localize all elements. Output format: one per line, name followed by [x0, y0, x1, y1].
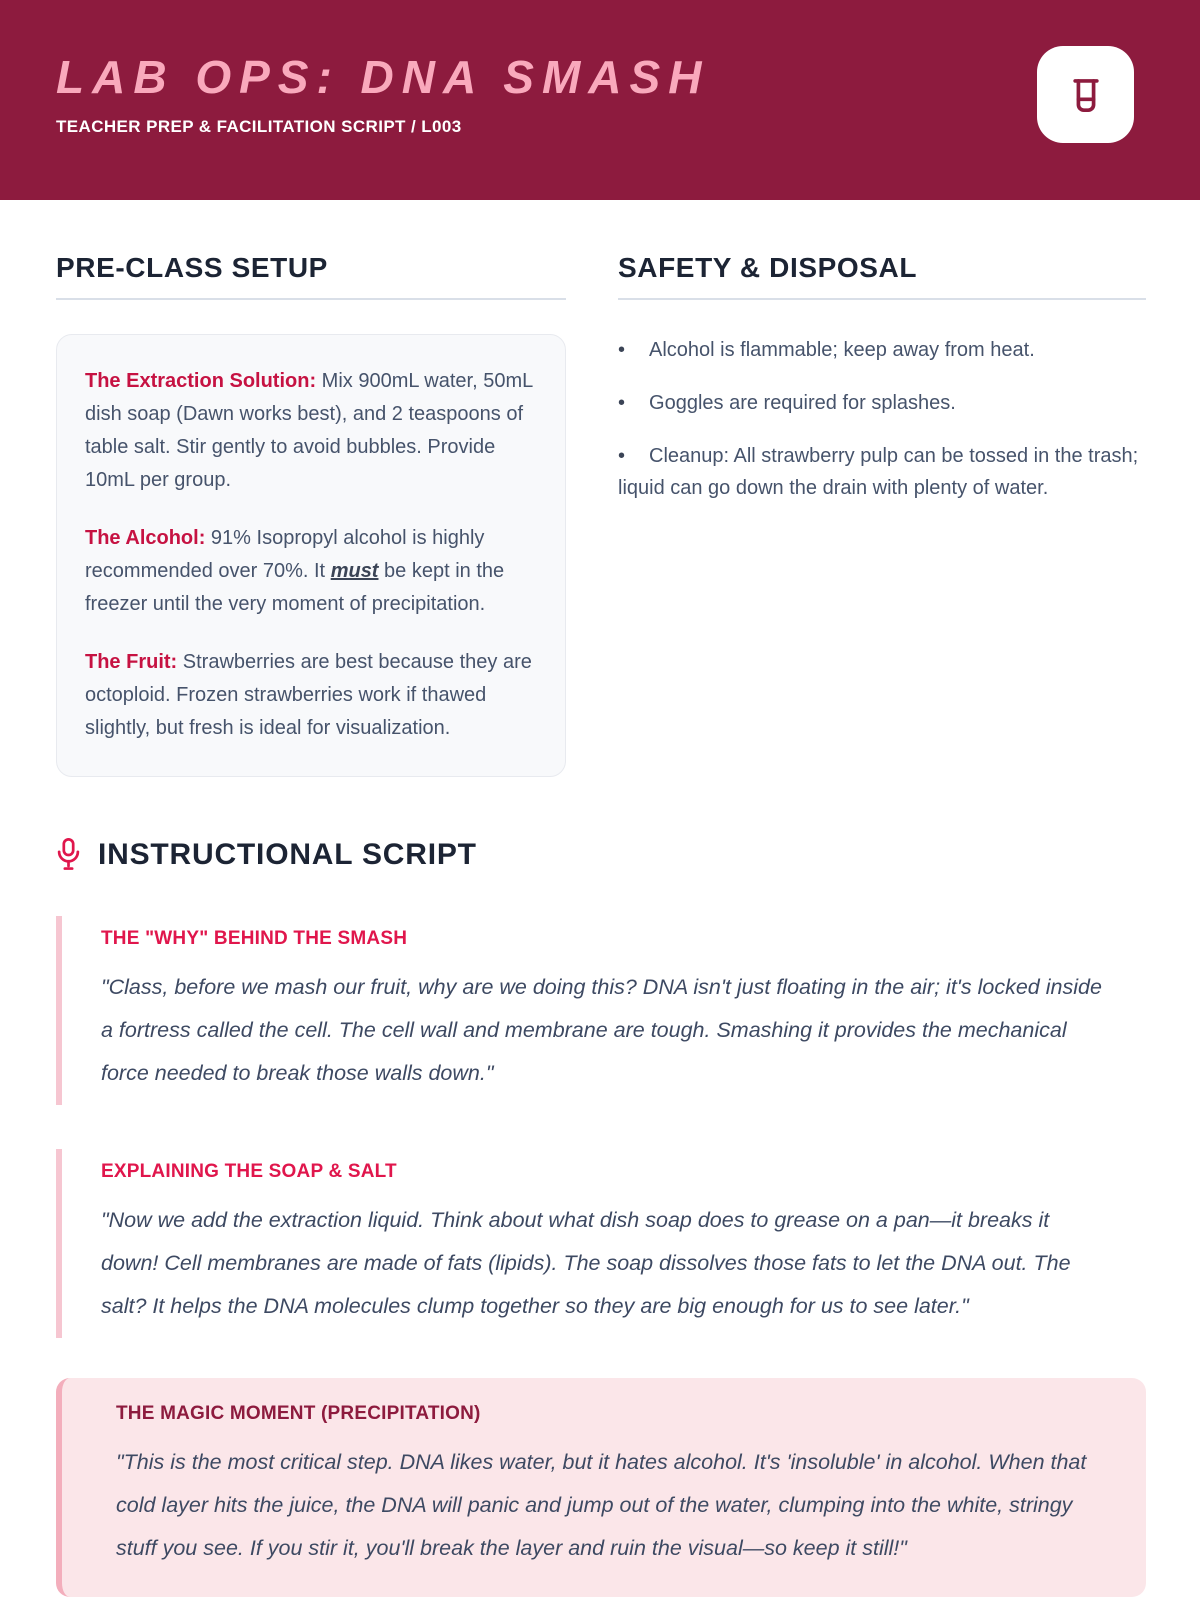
script-block-quote: "Now we add the extraction liquid. Think about what dish soap does to grease on a pan—it breaks it down! Cell membranes are made of fats (lipids). The soap dissolves those fats to let the DNA out. The salt? It helps the DNA molecules clump together so they are big enough for us to see later."	[101, 1208, 1071, 1318]
script-block-title: THE MAGIC MOMENT (PRECIPITATION)	[116, 1403, 481, 1424]
setup-item-fruit	[85, 646, 537, 745]
setup-heading: PRE-CLASS SETUP	[56, 252, 566, 300]
script-block-title: THE "WHY" BEHIND THE SMASH	[101, 928, 408, 949]
script-block-magic-moment	[56, 1378, 1146, 1597]
script-block-soap-salt	[56, 1149, 1146, 1338]
script-heading: INSTRUCTIONAL SCRIPT	[98, 837, 477, 871]
setup-item-text-after: be kept in the freezer until the very moment of precipitation.	[85, 560, 505, 615]
setup-item-emphasis: must	[330, 560, 379, 582]
setup-item-label: The Fruit:	[85, 651, 178, 673]
setup-item-label: The Extraction Solution:	[85, 370, 317, 392]
list-item: • Alcohol is flammable; keep away from heat.	[618, 334, 1146, 366]
list-item: • Cleanup: All strawberry pulp can be tossed in the trash; liquid can go down the drain with plenty of water.	[618, 440, 1146, 504]
script-block-why	[56, 916, 1146, 1105]
page-title: LAB OPS: DNA SMASH	[56, 51, 710, 103]
script-block-title: EXPLAINING THE SOAP & SALT	[101, 1161, 397, 1182]
setup-item-text: Strawberries are best because they are octoploid. Frozen strawberries work if thawed slightly, but fresh is ideal for visualization.	[85, 651, 532, 739]
document-body	[0, 200, 1200, 1597]
setup-card	[56, 334, 566, 777]
safety-list	[618, 334, 1146, 504]
pre-class-setup-section	[56, 252, 566, 777]
page-subtitle: TEACHER PREP & FACILITATION SCRIPT / L003	[56, 116, 462, 136]
safety-disposal-section	[618, 252, 1146, 525]
setup-item-alcohol	[85, 522, 537, 621]
script-block-quote: "This is the most critical step. DNA likes water, but it hates alcohol. It's 'insoluble' in alcohol. When that cold layer hits the juice, the DNA will panic and jump out of the water, clumping into the white, stringy stuff you see. If you stir it, you'll break the layer and ruin the visual—so keep it still!"	[116, 1450, 1087, 1560]
instructional-script-header	[56, 837, 1146, 872]
script-block-quote: "Class, before we mash our fruit, why are we doing this? DNA isn't just floating in the air; it's locked inside a fortress called the cell. The cell wall and membrane are tough. Smashing it provides the mechanical force needed to break those walls down."	[101, 975, 1102, 1085]
safety-heading: SAFETY & DISPOSAL	[618, 252, 1146, 300]
setup-item-label: The Alcohol:	[85, 527, 206, 549]
setup-item-text: Mix 900mL water, 50mL dish soap (Dawn works best), and 2 teaspoons of table salt. Stir gently to avoid bubbles. Provide 10mL per group.	[85, 370, 533, 491]
microphone-icon	[56, 837, 81, 872]
top-columns	[56, 252, 1146, 777]
list-item: • Goggles are required for splashes.	[618, 387, 1146, 419]
setup-item-extraction-solution	[85, 365, 537, 497]
setup-item-text: 91% Isopropyl alcohol is highly recommended over 70%. It	[85, 527, 485, 582]
document-header	[0, 0, 1200, 200]
beaker-icon	[1060, 69, 1112, 121]
header-icon-badge	[1037, 46, 1134, 143]
